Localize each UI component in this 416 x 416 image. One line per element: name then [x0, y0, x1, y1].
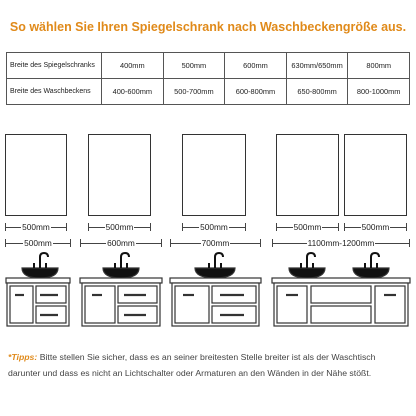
- vanity-illustrations: [0, 248, 416, 336]
- vanity-width-dimension: [80, 238, 162, 248]
- faucet-icons: [34, 253, 379, 268]
- dimension-label: 700mm: [201, 238, 230, 248]
- vanity-unit: [170, 268, 261, 326]
- table-cell: 600-800mm: [225, 79, 287, 105]
- table-cell: 400-600mm: [102, 79, 164, 105]
- cabinet-width-dimension: [5, 222, 67, 232]
- vanity-width-dimension: [5, 238, 71, 248]
- cabinet-width-dimension: [344, 222, 407, 232]
- mirror-cabinet: [182, 134, 246, 216]
- mirror-cabinet: [344, 134, 407, 216]
- vanity-unit: [272, 268, 410, 326]
- dimension-label: 500mm: [293, 222, 322, 232]
- table-cell: 650-800mm: [286, 79, 348, 105]
- cabinet-width-dimension: [276, 222, 339, 232]
- cabinet-width-dimension: [88, 222, 151, 232]
- vanity-width-dimension: [170, 238, 261, 248]
- table-row: [7, 53, 410, 79]
- table-cell: 500mm: [163, 53, 225, 79]
- mirror-cabinet: [88, 134, 151, 216]
- table-cell: 600mm: [225, 53, 287, 79]
- dimension-label: 500mm: [22, 222, 50, 232]
- vanity-unit: [80, 268, 162, 326]
- dimension-label: 1100mm-1200mm: [307, 238, 375, 248]
- size-table: [6, 52, 410, 105]
- dimension-label: 500mm: [105, 222, 134, 232]
- tips-note: [8, 349, 410, 381]
- dimension-label: 500mm: [200, 222, 228, 232]
- table-cell: 630mm/650mm: [286, 53, 348, 79]
- page-title: So wählen Sie Ihren Spiegelschrank nach Waschbeckengröße aus.: [9, 20, 407, 34]
- mirror-cabinet: [5, 134, 67, 216]
- cabinet-width-dimension: [182, 222, 246, 232]
- mirror-cabinet: [276, 134, 339, 216]
- row-label-basin-width: Breite des Waschbeckens: [7, 79, 102, 105]
- tips-label: *Tipps:: [8, 352, 38, 362]
- dimension-label: 500mm: [24, 238, 52, 248]
- dimension-label: 600mm: [107, 238, 135, 248]
- tips-text: Bitte stellen Sie sicher, dass es an seiner breitesten Stelle breiter ist als der Waschtisch darunter und dass es nicht an Lichtschalter oder Armaturen an den Wänden in der Nähe stößt.: [8, 352, 376, 378]
- table-cell: 400mm: [102, 53, 164, 79]
- table-cell: 800mm: [348, 53, 410, 79]
- table-row: [7, 79, 410, 105]
- row-label-cabinet-width: Breite des Spiegelschranks: [7, 53, 102, 79]
- vanity-unit: [6, 268, 70, 326]
- dimension-label: 500mm: [361, 222, 390, 232]
- table-cell: 800-1000mm: [348, 79, 410, 105]
- vanity-width-dimension: [272, 238, 410, 248]
- table-cell: 500-700mm: [163, 79, 225, 105]
